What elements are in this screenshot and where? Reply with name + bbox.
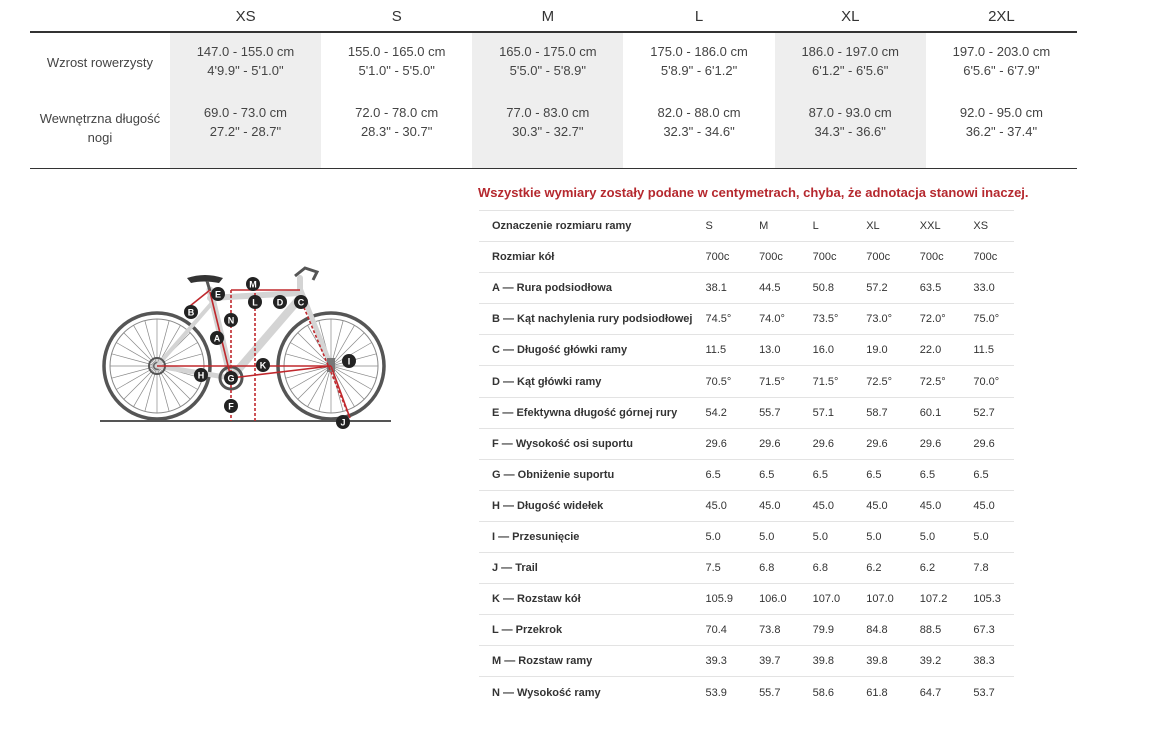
- cell-value: 53.7: [973, 686, 995, 699]
- row-label: I — Przesunięcie: [479, 521, 692, 552]
- size-value: 165.0 - 175.0 cm: [499, 44, 597, 59]
- table-row: [479, 304, 1014, 335]
- cell-value: 700c: [960, 242, 1014, 273]
- size-chart-header: [30, 0, 1077, 33]
- marker-j: [336, 415, 350, 429]
- size-column-s: [321, 33, 472, 168]
- table-row: [479, 273, 1014, 304]
- cell-value: 75.0°: [960, 304, 1014, 335]
- row-label: A — Rura podsiodłowa: [479, 273, 692, 304]
- cell-value: 105.9: [692, 584, 746, 615]
- size-column-xs: [170, 33, 321, 168]
- inseam-cell: [170, 103, 321, 168]
- cell-value: 6.8: [746, 553, 800, 584]
- size-value: 28.3" - 30.7": [360, 124, 433, 139]
- marker-i: [342, 354, 356, 368]
- cell-value: 5.0: [960, 521, 1014, 552]
- rider-height-cell: [472, 42, 623, 103]
- size-value: 32.3" - 34.6": [663, 124, 735, 139]
- table-row: [479, 646, 1014, 677]
- size-value: 155.0 - 165.0 cm: [347, 44, 446, 59]
- cell-value: 700c: [907, 242, 961, 273]
- rider-height-cell: [926, 42, 1077, 103]
- cell-value: 72.0°: [907, 304, 961, 335]
- units-note: Wszystkie wymiary zostały podane w centymetrach, chyba, że adnotacja stanowi inaczej.: [478, 185, 1029, 200]
- row-label: F — Wysokość osi suportu: [479, 428, 692, 459]
- saddle: [187, 275, 223, 283]
- cell-value: 38.3: [960, 646, 1014, 677]
- table-row: [479, 553, 1014, 584]
- cell-value: 70.5°: [692, 366, 746, 397]
- marker-k: [256, 358, 270, 372]
- cell-value: 29.6: [746, 428, 800, 459]
- cell-value: XL: [853, 211, 907, 242]
- rider-height-cell: [775, 42, 926, 103]
- cell-value: 45.0: [692, 490, 746, 521]
- cell-value: 11.5: [692, 335, 746, 366]
- geometry-header-row: [479, 211, 1014, 242]
- cell-value: 61.8: [866, 686, 888, 699]
- svg-text:M: M: [249, 279, 257, 290]
- size-value: 186.0 - 197.0 cm: [801, 44, 899, 59]
- size-header-s: S: [391, 8, 402, 25]
- cell-value: 67.3: [960, 615, 1014, 646]
- size-value: 82.0 - 88.0 cm: [657, 105, 741, 120]
- cell-value: 45.0: [907, 490, 961, 521]
- size-header-xl: XL: [841, 8, 860, 25]
- size-header-xs: XS: [235, 8, 256, 25]
- svg-text:J: J: [340, 417, 346, 428]
- size-header-m: M: [541, 8, 555, 25]
- cell-value: L: [800, 211, 854, 242]
- svg-text:E: E: [214, 289, 222, 300]
- rider-height-cell: [170, 42, 321, 103]
- row-label: G — Obniżenie suportu: [479, 459, 692, 490]
- table-row: [479, 459, 1014, 490]
- cell-value: 73.8: [746, 615, 800, 646]
- cell-value: 7.5: [692, 553, 746, 584]
- svg-text:A: A: [213, 333, 221, 344]
- cell-value: 700c: [746, 242, 800, 273]
- cell-value: 6.5: [746, 459, 800, 490]
- cell-value: 29.6: [692, 428, 746, 459]
- size-chart-body: [30, 33, 1077, 169]
- cell-value: 71.5°: [800, 366, 854, 397]
- size-value: 6'5.6" - 6'7.9": [963, 63, 1040, 78]
- cell-value: 45.0: [960, 490, 1014, 521]
- cell-value: 5.0: [853, 521, 907, 552]
- cell-value: 72.5°: [853, 366, 907, 397]
- rider-height-cell: [321, 42, 472, 103]
- cell-value: 5.0: [800, 521, 854, 552]
- cell-value: 700c: [853, 242, 907, 273]
- marker-f: [224, 399, 238, 413]
- size-header-2xl: 2XL: [988, 8, 1015, 25]
- row-label: K — Rozstaw kół: [479, 584, 692, 615]
- row-label: L — Przekrok: [479, 615, 692, 646]
- cell-value: M: [746, 211, 800, 242]
- size-value: 34.3" - 36.6": [814, 124, 886, 139]
- table-row: [479, 584, 1014, 615]
- bike-geometry-diagram: [95, 258, 395, 433]
- cell-value: 5.0: [746, 521, 800, 552]
- cell-value: 38.1: [692, 273, 746, 304]
- cell-value: 70.0°: [960, 366, 1014, 397]
- cell-value: 55.7: [759, 686, 781, 699]
- size-value: 197.0 - 203.0 cm: [952, 44, 1051, 59]
- cell-value: 19.0: [853, 335, 907, 366]
- size-value: 175.0 - 186.0 cm: [650, 44, 748, 59]
- cell-value: 57.2: [853, 273, 907, 304]
- cell-value: 52.7: [960, 397, 1014, 428]
- cell-value: 45.0: [746, 490, 800, 521]
- cell-value: 107.2: [907, 584, 961, 615]
- table-row: [479, 521, 1014, 552]
- size-value: 5'5.0" - 5'8.9": [509, 63, 587, 78]
- cell-value: 6.5: [907, 459, 961, 490]
- cell-value: 106.0: [746, 584, 800, 615]
- cell-value: 74.0°: [746, 304, 800, 335]
- inseam-cell: [472, 103, 623, 168]
- cell-value: 55.7: [746, 397, 800, 428]
- cell-value: 700c: [692, 242, 746, 273]
- table-row: [479, 366, 1014, 397]
- row-label: J — Trail: [479, 553, 692, 584]
- marker-c: [294, 295, 308, 309]
- table-row: [479, 677, 1014, 708]
- cell-value: 5.0: [907, 521, 961, 552]
- row-label: H — Długość widełek: [479, 490, 692, 521]
- size-value: 4'9.9" - 5'1.0": [207, 63, 284, 78]
- cell-value: 39.8: [853, 646, 907, 677]
- cell-value: 13.0: [746, 335, 800, 366]
- marker-m: [246, 277, 260, 291]
- svg-text:C: C: [297, 297, 305, 308]
- cell-value: 53.9: [705, 686, 727, 699]
- cell-value: 44.5: [746, 273, 800, 304]
- row-label: Oznaczenie rozmiaru ramy: [479, 211, 692, 242]
- inseam-cell: [623, 103, 774, 168]
- size-value: 5'8.9" - 6'1.2": [660, 63, 738, 78]
- inseam-cell: [321, 103, 472, 168]
- row-label: D — Kąt główki ramy: [479, 366, 692, 397]
- cell-value: 6.2: [853, 553, 907, 584]
- row-label: B — Kąt nachylenia rury podsiodłowej: [479, 304, 692, 335]
- row-label: M — Rozstaw ramy: [479, 646, 692, 677]
- cell-value: 71.5°: [746, 366, 800, 397]
- size-value: 69.0 - 73.0 cm: [203, 105, 288, 120]
- cell-value: 105.3: [960, 584, 1014, 615]
- cell-value: 70.4: [692, 615, 746, 646]
- cell-value: 6.5: [853, 459, 907, 490]
- row-label: E — Efektywna długość górnej rury: [479, 397, 692, 428]
- cell-value: 39.3: [692, 646, 746, 677]
- cell-value: 33.0: [960, 273, 1014, 304]
- size-value: 6'1.2" - 6'5.6": [812, 63, 889, 78]
- cell-value: 79.9: [800, 615, 854, 646]
- cell-value: 39.8: [800, 646, 854, 677]
- cell-value: 29.6: [907, 428, 961, 459]
- cell-value: 84.8: [853, 615, 907, 646]
- size-value: 27.2" - 28.7": [209, 124, 282, 139]
- cell-value: 72.5°: [907, 366, 961, 397]
- cell-value: 64.7: [919, 686, 942, 699]
- cell-value: 29.6: [960, 428, 1014, 459]
- size-value: 72.0 - 78.0 cm: [355, 105, 439, 120]
- cell-value: 107.0: [853, 584, 907, 615]
- cell-value: 57.1: [800, 397, 854, 428]
- svg-text:K: K: [259, 360, 267, 371]
- svg-text:N: N: [227, 315, 235, 326]
- cell-value: 107.0: [800, 584, 854, 615]
- cell-value: 11.5: [960, 335, 1014, 366]
- cell-value: XS: [960, 211, 1014, 242]
- size-value: 147.0 - 155.0 cm: [196, 44, 295, 59]
- cell-value: 6.8: [800, 553, 854, 584]
- row-label: N — Wysokość ramy: [492, 686, 601, 699]
- marker-h: [194, 368, 208, 382]
- marker-l: [248, 295, 262, 309]
- bike-frame: [157, 278, 331, 378]
- cell-value: 50.8: [800, 273, 854, 304]
- cell-value: XXL: [907, 211, 961, 242]
- cell-value: 73.0°: [853, 304, 907, 335]
- table-row: [479, 615, 1014, 646]
- cell-value: 73.5°: [800, 304, 854, 335]
- size-value: 87.0 - 93.0 cm: [808, 105, 892, 120]
- cell-value: 29.6: [800, 428, 854, 459]
- rider-height-label: Wzrost rowerzysty: [46, 54, 154, 70]
- cell-value: 6.5: [692, 459, 746, 490]
- cell-value: 63.5: [907, 273, 961, 304]
- cell-value: 45.0: [853, 490, 907, 521]
- cell-value: 5.0: [692, 521, 746, 552]
- cell-value: 6.2: [907, 553, 961, 584]
- cell-value: 58.7: [853, 397, 907, 428]
- cell-value: 16.0: [800, 335, 854, 366]
- cell-value: 60.1: [907, 397, 961, 428]
- cell-value: 22.0: [907, 335, 961, 366]
- frame-geometry-table: [479, 210, 1014, 708]
- size-column-xl: [775, 33, 926, 168]
- cell-value: 45.0: [800, 490, 854, 521]
- rider-height-cell: [623, 42, 774, 103]
- cell-value: 6.5: [800, 459, 854, 490]
- svg-text:F: F: [228, 401, 234, 412]
- table-row: [479, 490, 1014, 521]
- table-row: [479, 335, 1014, 366]
- svg-text:I: I: [347, 356, 351, 367]
- size-column-l: [623, 33, 774, 168]
- marker-n: [224, 313, 238, 327]
- marker-g: [224, 371, 238, 385]
- marker-e: [211, 287, 225, 301]
- size-column-2xl: [926, 33, 1077, 168]
- size-columns: [170, 33, 1077, 168]
- row-label: C — Długość główki ramy: [479, 335, 692, 366]
- cell-value: 29.6: [853, 428, 907, 459]
- svg-text:L: L: [252, 297, 258, 308]
- table-row: [479, 428, 1014, 459]
- table-row: [479, 242, 1014, 273]
- cell-value: 7.8: [960, 553, 1014, 584]
- size-value: 5'1.0" - 5'5.0": [358, 63, 435, 78]
- inseam-cell: [926, 103, 1077, 168]
- table-row: [479, 397, 1014, 428]
- cell-value: 39.2: [907, 646, 961, 677]
- svg-text:H: H: [197, 370, 205, 381]
- cell-value: S: [692, 211, 746, 242]
- marker-a: [210, 331, 224, 345]
- svg-text:D: D: [276, 297, 284, 308]
- cell-value: 54.2: [692, 397, 746, 428]
- cell-value: 700c: [800, 242, 854, 273]
- size-header-l: L: [694, 8, 704, 25]
- size-value: 30.3" - 32.7": [512, 124, 584, 139]
- inseam-cell: [775, 103, 926, 168]
- cell-value: 88.5: [907, 615, 961, 646]
- marker-d: [273, 295, 287, 309]
- cell-value: 58.6: [812, 686, 835, 699]
- marker-b: [184, 305, 198, 319]
- cell-value: 39.7: [746, 646, 800, 677]
- rider-size-chart: [30, 0, 1077, 169]
- row-label: Rozmiar kół: [479, 242, 692, 273]
- size-value: 92.0 - 95.0 cm: [959, 105, 1043, 120]
- size-value: 77.0 - 83.0 cm: [506, 105, 590, 120]
- svg-text:B: B: [187, 307, 195, 318]
- svg-text:G: G: [227, 373, 235, 384]
- size-value: 36.2" - 37.4": [965, 124, 1038, 139]
- cell-value: 6.5: [960, 459, 1014, 490]
- size-column-m: [472, 33, 623, 168]
- inseam-label: Wewnętrzna długość nogi: [39, 110, 161, 145]
- cell-value: 74.5°: [692, 304, 746, 335]
